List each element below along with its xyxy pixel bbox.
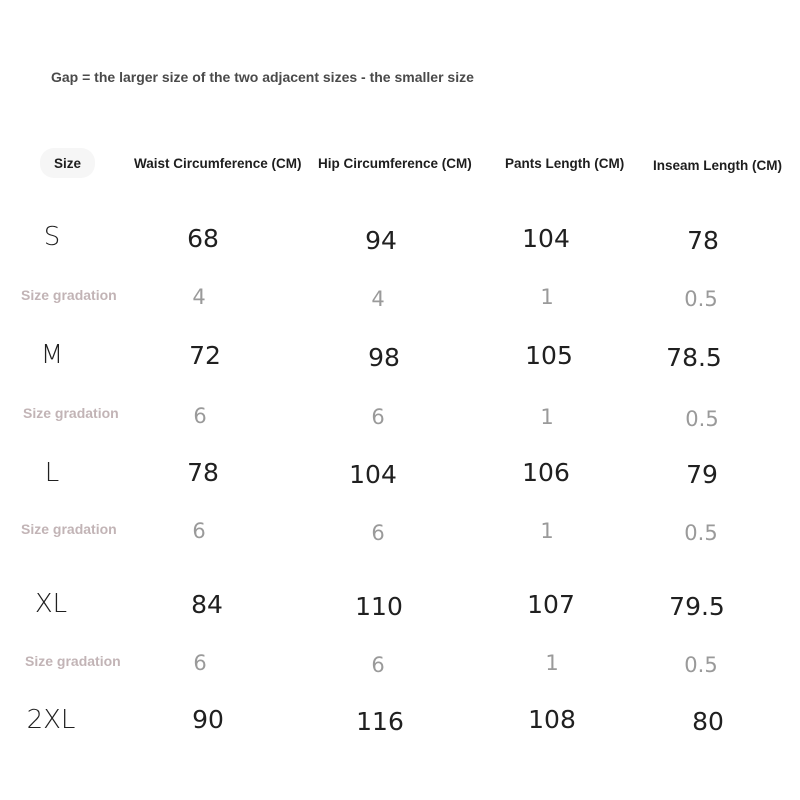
hip-cell: 110: [355, 592, 403, 621]
hip-gradation-cell: 6: [371, 653, 385, 677]
header-waist: Waist Circumference (CM): [134, 156, 302, 171]
size-gradation-label: Size gradation: [21, 287, 117, 303]
waist-gradation-cell: 6: [192, 519, 206, 543]
inseam-gradation-cell: 0.5: [684, 287, 718, 311]
gap-note: Gap = the larger size of the two adjacent sizes - the smaller size: [51, 69, 474, 85]
waist-gradation-cell: 6: [193, 404, 207, 428]
pants-length-cell: 106: [522, 458, 570, 487]
header-size: [40, 148, 95, 178]
size-gradation-label: Size gradation: [23, 405, 119, 421]
pants-gradation-cell: 1: [540, 405, 554, 429]
inseam-gradation-cell: 0.5: [684, 653, 718, 677]
pants-length-cell: 105: [525, 341, 573, 370]
hip-cell: 98: [368, 343, 400, 372]
size-cell: 2XL: [26, 705, 76, 735]
size-cell: S: [43, 222, 61, 252]
inseam-length-cell: 78.5: [666, 343, 722, 372]
inseam-gradation-cell: 0.5: [685, 407, 719, 431]
pants-length-cell: 108: [528, 705, 576, 734]
waist-cell: 72: [189, 341, 221, 370]
header-inseam-length: Inseam Length (CM): [653, 158, 783, 173]
pants-length-cell: 104: [522, 224, 570, 253]
header-pants-length: Pants Length (CM): [505, 156, 625, 171]
size-cell: L: [44, 458, 60, 488]
waist-cell: 90: [192, 705, 224, 734]
size-cell: XL: [34, 589, 68, 619]
waist-gradation-cell: 6: [193, 651, 207, 675]
hip-gradation-cell: 4: [371, 287, 385, 311]
inseam-length-cell: 78: [687, 226, 719, 255]
waist-cell: 84: [191, 590, 223, 619]
size-cell: M: [40, 340, 64, 370]
waist-gradation-cell: 4: [192, 285, 206, 309]
hip-gradation-cell: 6: [371, 405, 385, 429]
pants-gradation-cell: 1: [540, 285, 554, 309]
pants-gradation-cell: 1: [545, 651, 559, 675]
size-gradation-label: Size gradation: [21, 521, 117, 537]
waist-cell: 78: [187, 458, 219, 487]
pants-gradation-cell: 1: [540, 519, 554, 543]
hip-cell: 116: [356, 707, 404, 736]
pants-length-cell: 107: [527, 590, 575, 619]
inseam-length-cell: 79: [686, 460, 718, 489]
inseam-gradation-cell: 0.5: [684, 521, 718, 545]
size-gradation-label: Size gradation: [25, 653, 121, 669]
hip-cell: 94: [365, 226, 397, 255]
header-hip: Hip Circumference (CM): [318, 156, 472, 171]
hip-cell: 104: [349, 460, 397, 489]
inseam-length-cell: 80: [692, 707, 724, 736]
header-size-label: Size: [53, 155, 81, 171]
inseam-length-cell: 79.5: [669, 592, 725, 621]
hip-gradation-cell: 6: [371, 521, 385, 545]
waist-cell: 68: [187, 224, 219, 253]
